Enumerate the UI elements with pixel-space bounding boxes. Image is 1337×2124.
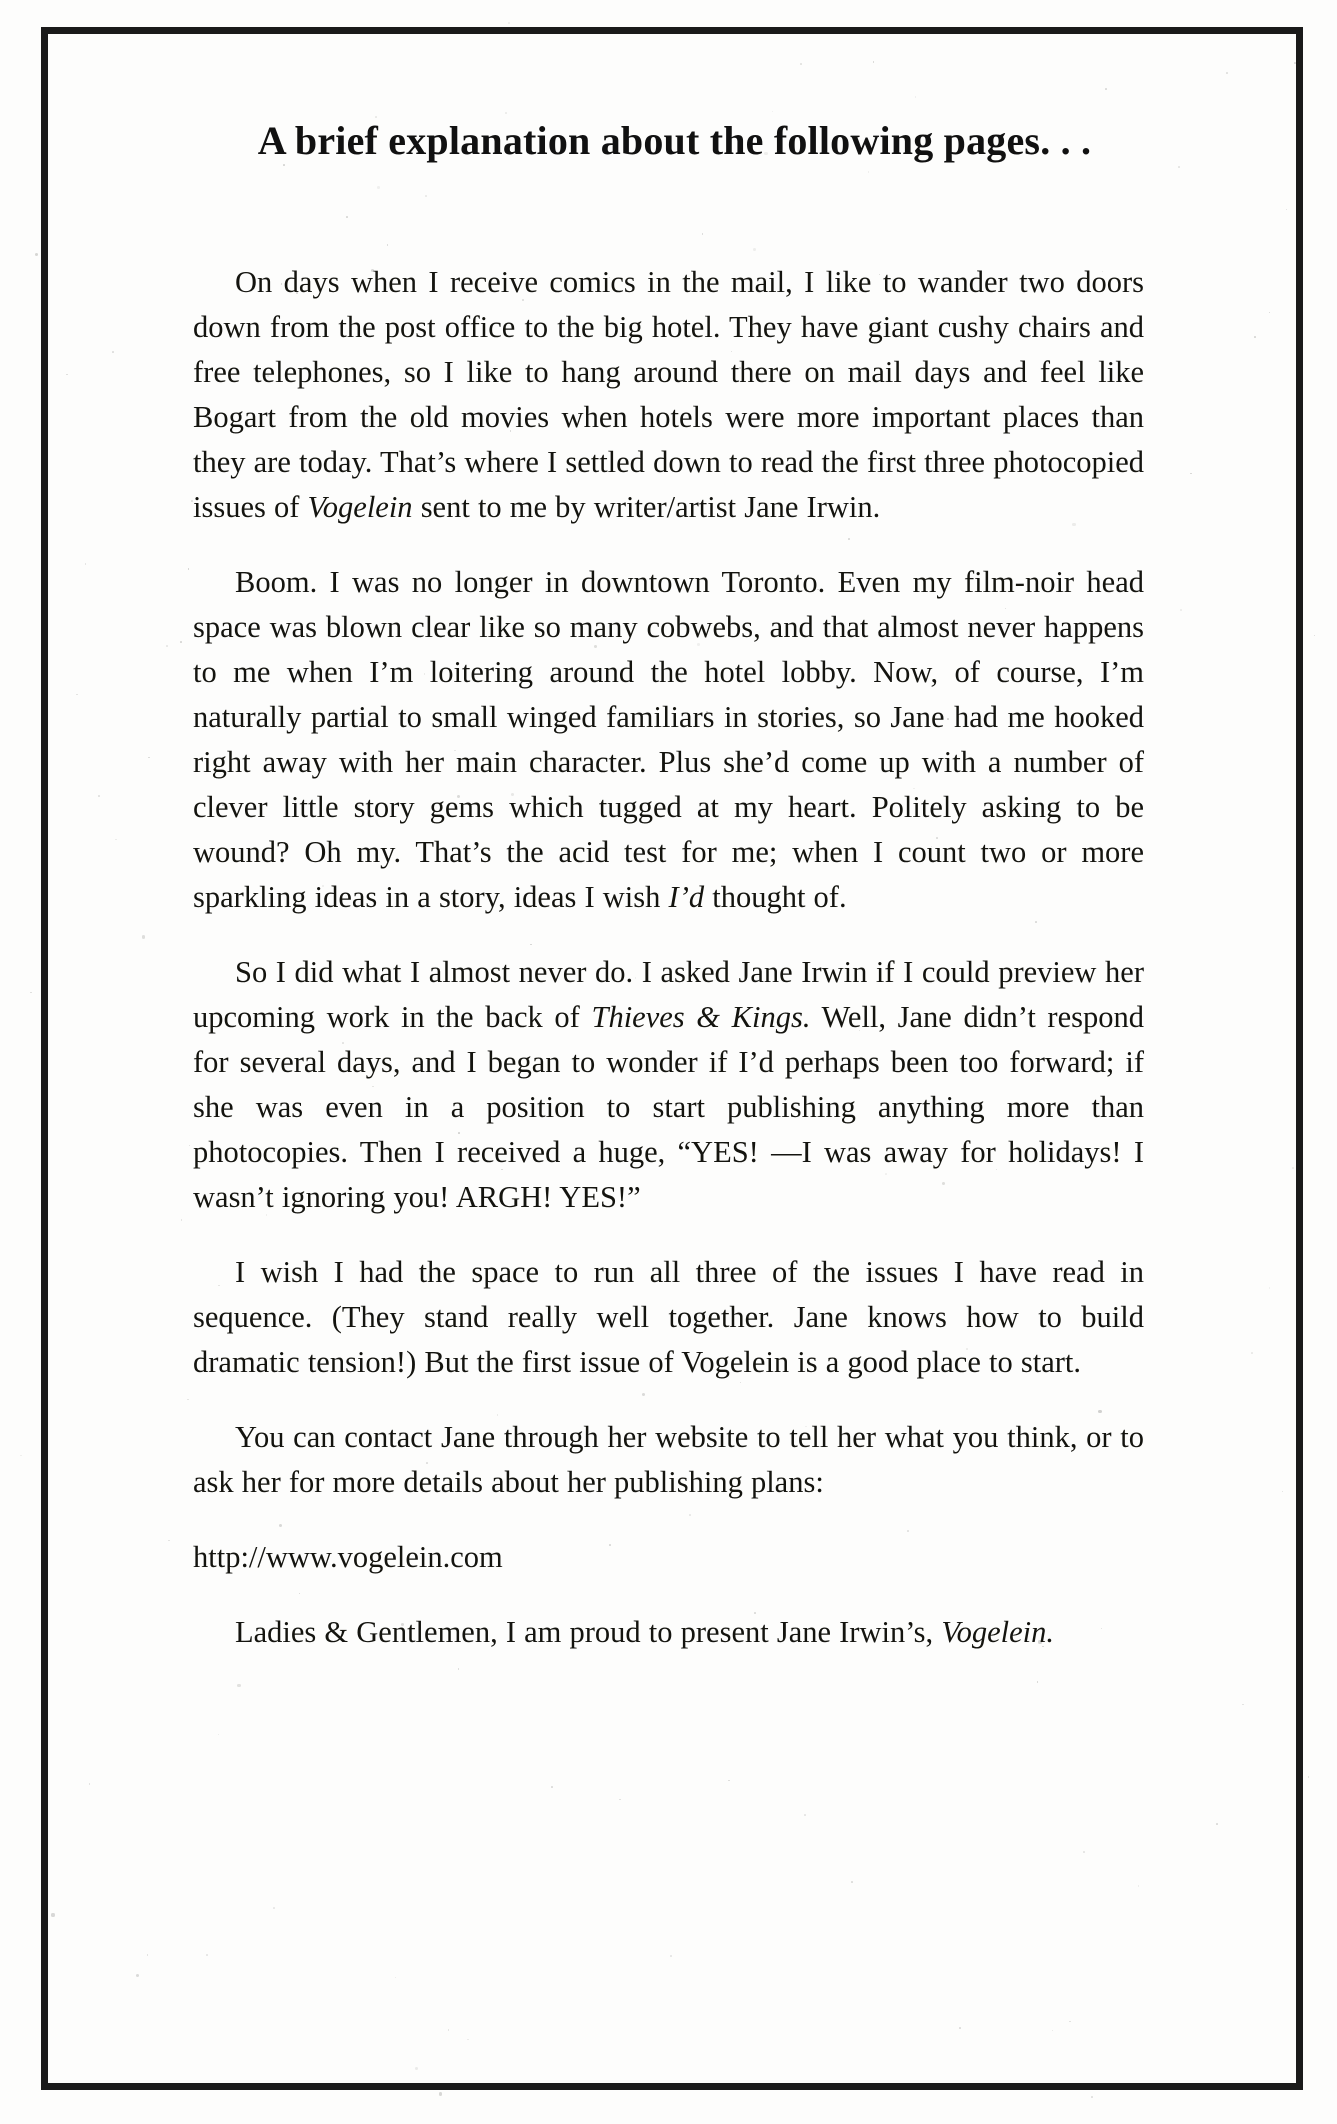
page-title: A brief explanation about the following pages. . . [257, 118, 1092, 163]
closing-paragraph [193, 1610, 1144, 1655]
italic-text-run: Thieves & Kings. [591, 1000, 811, 1034]
text-run: Boom. I was no longer in downtown Toronto. Even my film-noir head space was blown clear like so many cobwebs, and that almost never happens to me when I’m loitering around the hotel lobby. Now, of course, I’m naturally partial to small winged familiars in stories, so Jane had me hooked right away with her main character. Plus she’d come up with a number of clever little story gems which tugged at my heart. Politely asking to be wound? Oh my. That’s the acid test for me; when I count two or more sparkling ideas in a story, ideas I wish [193, 565, 1144, 914]
para-4 [193, 1250, 1144, 1385]
text-run: sent to me by writer/artist Jane Irwin. [412, 490, 881, 524]
italic-text-run: Vogelein [307, 490, 413, 524]
website-url[interactable]: http://www.vogelein.com [193, 1540, 503, 1574]
text-run: Ladies & Gentlemen, I am proud to present Jane Irwin’s, [235, 1615, 942, 1649]
body-text-block [193, 260, 1144, 1655]
italic-text-run: Vogelein. [941, 1615, 1054, 1649]
text-run: On days when I receive comics in the mail, I like to wander two doors down from the post office to the big hotel. They have giant cushy chairs and free telephones, so I like to hang around there on mail days and feel like Bogart from the old movies when hotels were more important places than they are today. That’s where I settled down to read the first three photocopied issues of [193, 265, 1144, 524]
page-content [193, 118, 1144, 1685]
text-run: thought of. [704, 880, 847, 914]
text-run: You can contact Jane through her website to tell her what you think, or to ask her for more details about her publishing plans: [193, 1420, 1144, 1499]
text-run: Well, Jane didn’t respond for several days, and I began to wonder if I’d perhaps been too forward; if she was even in a position to start publishing anything more than photocopies. Then I received a huge, “YES! —I was away for holidays! I wasn’t ignoring you! ARGH! YES!” [193, 1000, 1144, 1214]
para-2 [193, 560, 1144, 920]
text-run: I wish I had the space to run all three of the issues I have read in sequence. (They stand really well together. Jane knows how to build dramatic tension!) But the first issue of Vogelein is a good place to start. [193, 1255, 1144, 1379]
text-run: So I did what I almost never do. I asked Jane Irwin if I could preview her upcoming work in the back of [193, 955, 1144, 1034]
para-1 [193, 260, 1144, 530]
para-5 [193, 1415, 1144, 1505]
para-3 [193, 950, 1144, 1220]
italic-text-run: I’d [668, 880, 705, 914]
